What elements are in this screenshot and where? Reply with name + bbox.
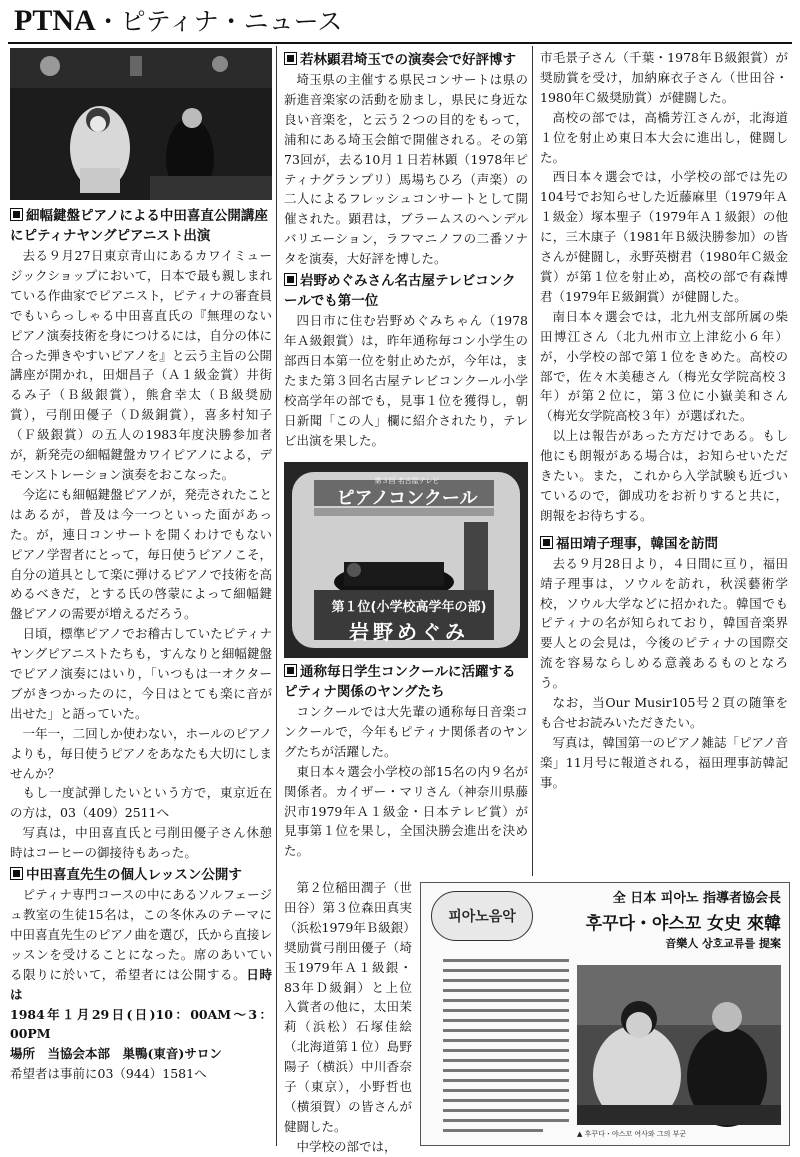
article1-heading	[10, 206, 272, 246]
heading-marker-icon	[284, 664, 297, 677]
article6-title: 福田靖子理事，韓国を訪問	[556, 535, 718, 552]
article1-paragraph: 写真は，中田喜直氏と弓削田優子さん休憩時はコーヒーの御接待もあった。	[10, 825, 272, 861]
tv-caption: 第１位(小学校高学年の部)	[331, 600, 487, 615]
lecture-photo	[10, 48, 272, 200]
col3-paragraph: 市毛景子さん（千葉・1978年Ｂ級銀賞）が奨励賞を受け，加納麻衣子さん（世田谷・1980年Ｃ級奨励賞）が健闘した。	[540, 50, 788, 105]
article5-paragraph: 中学校の部では，	[296, 1138, 397, 1154]
column-2-top	[284, 48, 528, 458]
article5-paragraph: コンクールでは大先輩の通称毎日音楽コンクールで，今年もピティナ関係者のヤングたちが活躍した。	[284, 704, 528, 759]
article2-contact: 希望者は事前に03（944）1581へ	[10, 1066, 207, 1082]
article2-date: 1984年１月29日(日)10：00AM～3：00PM	[10, 1006, 272, 1042]
top-rule	[8, 42, 792, 44]
masthead-japanese: ・ピティナ・ニュース	[95, 7, 343, 36]
tv-name: 岩野めぐみ	[349, 620, 469, 644]
article4-heading	[284, 271, 528, 311]
article1-paragraph: 日頃，標準ピアノでお稽古していたピティナヤングピアニストたちも，すんなりと細幅鍵盤でピアノ演奏にはいり，「いつもは一オクターブがきつかったのに，今日はとても楽に音が出せた」と語っていた。	[10, 626, 272, 721]
article6-heading	[540, 534, 788, 554]
article4-title: 岩野めぐみさん名古屋テレビコンクールでも第一位	[284, 273, 516, 310]
heading-marker-icon	[284, 273, 297, 286]
article2-body: ピティナ専門コースの中にあるソルフェージュ教室の生徒15名は，この冬休みのテーマに中田喜直先生のピアノ曲を選び，氏から直接レッスンを受けることになった。席のあいている限りに於いて，希望者には公開する。	[10, 887, 272, 982]
clip-header-2: 후꾸다・야스꼬 女史 來韓	[585, 914, 781, 934]
article2-paragraph	[10, 885, 272, 1004]
article5-heading	[284, 662, 528, 702]
magazine-logo	[431, 891, 533, 941]
col3-paragraph: 高校の部では，高橋芳江さんが，北海道１位を射止め東日本大会に進出し，健闘した。	[540, 109, 788, 165]
article2-heading	[10, 865, 272, 885]
col3-paragraph: 南日本々選会では，北九州支部所属の柴田博江さん（北九州市立上津紇小６年）が，小学校の部で第１位をきめた。高校の部で，佐々木美穂さん（梅光女学院高校３年）が第２位に，第３位に小嶽美和さん（梅光女学院高校３年）が選ばれた。	[540, 308, 788, 424]
column-2-bottom	[284, 878, 416, 1154]
article4-paragraph: 四日市に住む岩野めぐみちゃん（1978年Ａ級銀賞）は，昨年通称毎コン小学生の部西日本第一位を射止めたが，今年は，またまた第３回名古屋テレビコンクール小学校高学年の部でも，見事１位を獲得し，朝日新聞「この人」欄に紹介されたり，テレビ出演を果した。	[284, 313, 528, 448]
clip-header-3: 音樂人 상호교류를 提案	[665, 937, 781, 950]
col3-paragraph: 以上は報告があった方だけである。もし他にも朗報がある場合は，お知らせいただきたい。また，これから入学試験も近づいているので，御成功をお祈りすると共に，朗報をお待ちする。	[540, 428, 788, 523]
clip-photo-caption: ▲ 후꾸다・야스꼬 여사와 그의 부군	[577, 1130, 687, 1138]
tv-contest-photo	[284, 462, 528, 658]
article1-paragraph: もし一度試弾したいという方で，東京近在の方は，03（409）2511へ	[10, 785, 272, 821]
column-3	[540, 48, 788, 878]
article2-date-label: 日時は	[10, 966, 272, 1002]
heading-marker-icon	[540, 536, 553, 549]
korean-magazine-clipping	[420, 882, 790, 1146]
col3-paragraph: 西日本々選会では，小学校の部では先の104号でお知らせした近藤麻里（1979年Ａ１級金）塚本聖子（1979年Ａ１級銀）の他に，三木康子（1981年Ｂ級決勝参加）の皆さんが健闘し，永野英樹君（1980年Ｃ級金賞）が第１位を射止め，高校の部で有森博君（1979年Ｅ級銅賞）が健闘した。	[540, 169, 788, 304]
heading-marker-icon	[284, 52, 297, 65]
clip-photo	[577, 965, 781, 1125]
masthead	[14, 2, 342, 40]
column-1	[10, 204, 272, 1144]
article2-place: 場所 当協会本部 巣鴨(東音)サロン	[10, 1046, 222, 1062]
article3-heading	[284, 50, 528, 70]
lecture-photo-image	[10, 48, 272, 200]
column-divider-2	[532, 46, 533, 876]
article1-title: 細幅鍵盤ピアノによる中田喜直公開講座にピティナヤングピアニスト出演	[10, 208, 268, 244]
article3-paragraph: 埼玉県の主催する県民コンサートは県の新進音楽家の活動を励まし，県民に身近な良い音楽を，と云う２つの目的をもって，浦和にある埼玉会館で開催される。その第73回が，去る10月１日若林顕（1978年ピティナグランプリ）馬場ちひろ（声楽）の二人によるフレッシュコンサートとして開催された。顕君は，ブラームスのヘンデルバリエーション，ラフマニノフの二番ソナタを演奏，大好評を博した。	[284, 72, 528, 267]
article2-title: 中田喜直先生の個人レッスン公開す	[26, 867, 242, 884]
clip-body-text-lines	[443, 955, 571, 1139]
article5-paragraph: 奨励賞弓削田優子（埼玉1979年Ａ１級銀・83年Ｄ級銅）と上位入賞者の他に，太田茉莉（浜松）石塚佳絵（北海道第１位）島野陽子（横浜）中川香奈子（東京），小野哲也（横須賀）の皆さんが健闘した。	[284, 939, 412, 1134]
clip-header-1: 全 日本 피아노 指導者協会長	[612, 891, 781, 906]
clip-photo-image	[577, 965, 781, 1125]
article3-title: 若林顕君埼玉での演奏会で好評博す	[300, 52, 516, 68]
column-divider-1	[276, 46, 277, 1146]
heading-marker-icon	[10, 867, 23, 880]
heading-marker-icon	[10, 208, 23, 221]
article6-paragraph: 去る９月28日より，４日間に亘り，福田靖子理事は，ソウルを訪れ，秋渓藝術学校，ソウル大学などに招かれた。韓国でもピティナの名が知られており，韓国音楽界要人との会見は，今後のピティナの国際交流を容易ならしめる意義あるものとなろう。	[540, 555, 788, 691]
article1-paragraph: 去る９月27日東京青山にあるカワイミュージックショップにおいて，日本で最も親しまれている作曲家でピアニスト，ピティナの審査員でもいらっしゃる中田喜直氏の『無理のないピアノ演奏技術を身につけるには，自分の体に合った弾きやすいピアノを』と云う主旨の公開講座が開かれ，田畑昌子（Ａ１級金賞）井街るみ子（Ｂ級銀賞），熊倉幸太（Ｂ級奨励賞），弓削田優子（Ｄ級銅賞），喜多村知子（Ｆ級銀賞）の五人の1983年度決勝参加者が，新発売の細幅鍵盤カワイピアノによる，デモンストレーション演奏をおこなった。	[10, 248, 273, 482]
article6-paragraph: なお，当Our Musir105号２頁の随筆をも合せお読みいただきたい。	[540, 695, 788, 730]
article5-title: 通称毎日学生コンクールに活躍するピティナ関係のヤングたち	[284, 664, 516, 700]
article1-paragraph: 今迄にも細幅鍵盤ピアノが，発売されたことはあるが，普及は今一つといった面があった。が，連日コンサートを開くわけでもないピアノ学習者にとって，毎日使うピアノこそ，自分の道具として楽に弾けるピアノで技術を高めるべきだ，とする氏の啓蒙によって細幅鍵盤ピアノの需要が増えるだろう。	[10, 486, 272, 622]
article1-paragraph: 一年一，二回しか使わない，ホールのピアノよりも，毎日使うピアノをあなたも大切にしませんか？	[10, 725, 272, 781]
article5-paragraph: 第２位稲田潤子（世田谷）第３位森田真実（浜松1979年Ｂ級銀）	[284, 880, 416, 935]
article6-paragraph: 写真は，韓国第一のピアノ雑誌「ピアノ音楽」11月号に報道される，福田理事訪韓記事。	[540, 734, 789, 790]
magazine-logo-text: 피아노음악	[448, 909, 516, 925]
masthead-latin: PTNA	[14, 4, 96, 37]
article5-paragraph: 東日本々選会小学校の部15名の内９名が関係者。カイザー・マリさん（神奈川県藤沢市1979年Ａ１級金・日本テレビ賞）が見事第１位を果し，全国決勝会進出を決めた。	[284, 763, 528, 859]
column-2-middle	[284, 660, 528, 878]
tv-banner-top: 第３回 名古屋テレビ	[374, 477, 440, 485]
tv-banner: ピアノコンクール	[336, 488, 478, 509]
